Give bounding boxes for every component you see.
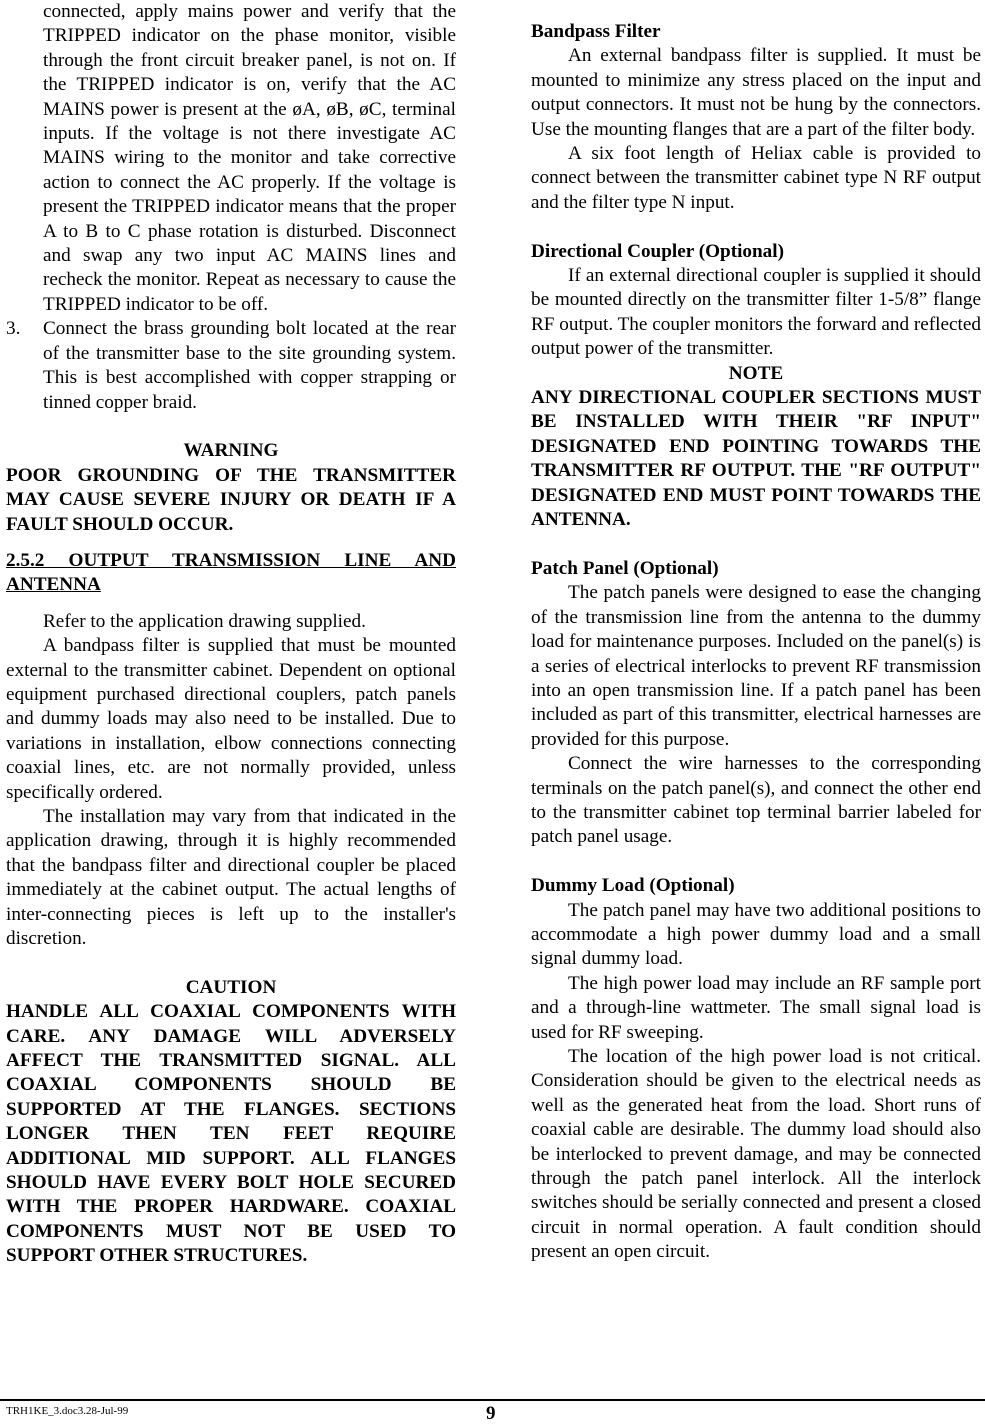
caution-text: HANDLE ALL COAXIAL COMPONENTS WITH CARE. ANY DAMAGE WILL ADVERSELY AFFECT THE TRANSMITTED SIGNAL. ALL COAXIAL COMPONENTS SHOULD BE SUPPORTED AT THE FLANGES. SECTIONS LONGER THEN TEN FEET REQUIRE ADDITIONAL MID SUPPORT. ALL FLANGES SHOULD HAVE EVERY BOLT HOLE SECURED WITH THE PROPER HARDWARE. COAXIAL COMPONENTS MUST NOT BE USED TO SUPPORT OTHER STRUCTURES. bbox=[6, 1001, 456, 1267]
warning-title: WARNING bbox=[183, 440, 279, 462]
paragraph: The high power load may include an RF sample port and a through-line wattmeter. The small signal load is used for RF sweeping. bbox=[531, 972, 981, 1043]
warning-text: POOR GROUNDING OF THE TRANSMITTER MAY CAUSE SEVERE INJURY OR DEATH IF A FAULT SHOULD OCCUR. bbox=[6, 464, 456, 535]
paragraph: Connect the wire harnesses to the corresponding terminals on the patch panel(s), and connect the other end to the transmitter cabinet top terminal barrier labeled for patch panel usage. bbox=[531, 753, 981, 848]
paragraph: The installation may vary from that indicated in the application drawing, through it is highly recommended that the bandpass filter and directional coupler be placed immediately at the cabinet output. The actual lengths of inter-connecting pieces is left up to the installer's discretion. bbox=[6, 805, 456, 950]
paragraph: If an external directional coupler is supplied it should be mounted directly on the transmitter filter 1-5/8” flange RF output. The coupler monitors the forward and reflected output power of the transmitter. bbox=[531, 265, 981, 360]
paragraph: A six foot length of Heliax cable is provided to connect between the transmitter cabinet type N RF output and the filter type N input. bbox=[531, 143, 981, 213]
note-title: NOTE bbox=[728, 362, 784, 384]
page-number: 9 bbox=[486, 1403, 496, 1424]
caution-title: CAUTION bbox=[185, 976, 277, 998]
right-column bbox=[531, 20, 981, 1265]
directional-coupler-title: Directional Coupler (Optional) bbox=[531, 240, 784, 262]
list-number: 3. bbox=[6, 318, 21, 340]
paragraph: An external bandpass filter is supplied. It must be mounted to minimize any stress placed on the input and output connectors. It must not be hung by the connectors. Use the mounting flanges that are a part of the filter body. bbox=[531, 45, 981, 140]
paragraph: A bandpass filter is supplied that must be mounted external to the transmitter cabinet. Dependent on optional equipment purchased directional couplers, patch panels and dummy loads may also need to be installed. Due to variations in installation, elbow connections connecting coaxial lines, etc. are not normally provided, unless specifically ordered. bbox=[6, 635, 456, 803]
footer-doc-id: TRH1KE_3.doc3.28-Jul-99 bbox=[6, 1405, 129, 1417]
list-item-text: Connect the brass grounding bolt located at the rear of the transmitter base to the site grounding system. This is best accomplished with copper strapping or tinned copper braid. bbox=[43, 318, 456, 413]
dummy-load-title: Dummy Load (Optional) bbox=[531, 875, 735, 897]
patch-panel-title: Patch Panel (Optional) bbox=[531, 557, 719, 579]
paragraph: The patch panel may have two additional positions to accommodate a high power dummy load and a small signal dummy load. bbox=[531, 899, 981, 970]
section-heading: 2.5.2 OUTPUT TRANSMISSION LINE AND ANTENNA bbox=[6, 549, 456, 596]
paragraph: The location of the high power load is not critical. Consideration should be given to the electrical needs as well as the generated heat from the load. Short runs of coaxial cable are desirable. The dummy load should also be interlocked to prevent damage, and may be connected through the patch panel interlock. All the interlock switches should be serially connected and present a closed circuit in normal operation. A fault condition should present an open circuit. bbox=[531, 1046, 981, 1263]
intro-continuation: connected, apply mains power and verify that the TRIPPED indicator on the phase monitor, visible through the front circuit breaker panel, is not on. If the TRIPPED indicator is on, verify that the AC MAINS power is present at the øA, øB, øC, terminal inputs. If the voltage is not there investigate AC MAINS wiring to the monitor and take corrective action to connect the AC properly. If the voltage is present the TRIPPED indicator means that the proper A to B to C phase rotation is disturbed. Disconnect and swap any two input AC MAINS lines and recheck the monitor. Repeat as necessary to cause the TRIPPED indicator to be off. bbox=[43, 1, 456, 315]
left-column bbox=[6, 0, 456, 1269]
paragraph: Refer to the application drawing supplied. bbox=[43, 610, 366, 632]
footer-divider bbox=[0, 1399, 985, 1401]
note-text: ANY DIRECTIONAL COUPLER SECTIONS MUST BE INSTALLED WITH THEIR "RF INPUT" DESIGNATED END POINTING TOWARDS THE TRANSMITTER RF OUTPUT. THE "RF OUTPUT" DESIGNATED END MUST POINT TOWARDS THE ANTENNA. bbox=[531, 387, 981, 531]
bandpass-filter-title: Bandpass Filter bbox=[531, 21, 661, 42]
paragraph: The patch panels were designed to ease the changing of the transmission line from the antenna to the dummy load for maintenance purposes. Included on the panel(s) is a series of electrical interlocks to prevent RF transmission into an open transmission line. If a patch panel has been included as part of this transmitter, electrical harnesses are provided for this purpose. bbox=[531, 582, 981, 750]
list-item-3 bbox=[6, 317, 456, 415]
